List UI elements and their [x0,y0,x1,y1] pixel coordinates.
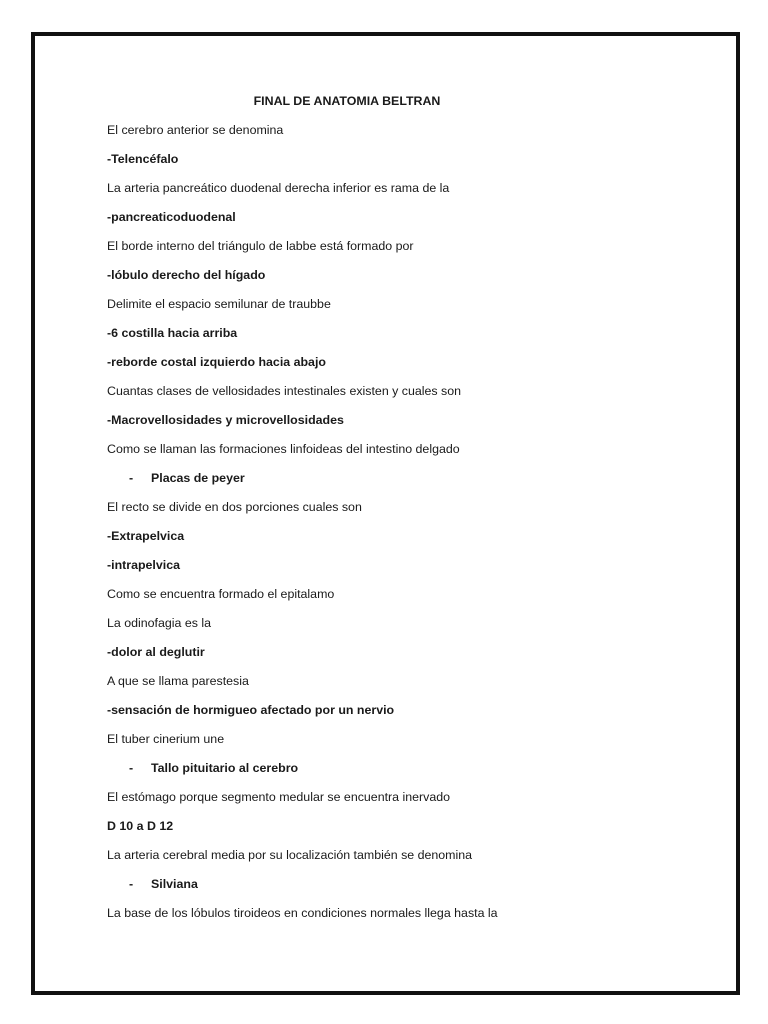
question-line: La arteria cerebral media por su localización también se denomina [107,848,473,862]
answer-line: -Macrovellosidades y microvellosidades [107,413,344,427]
question-line: Delimite el espacio semilunar de traubbe [107,297,331,311]
document-body [107,92,707,933]
answer-line: -sensación de hormigueo afectado por un nervio [107,703,395,717]
question-line: El recto se divide en dos porciones cuales son [107,500,362,514]
question-line: La odinofagia es la [107,616,212,630]
bulleted-answer-line [107,759,707,788]
question-line: A que se llama parestesia [107,674,249,688]
bullet-dash: - [129,761,134,775]
bullet-dash: - [129,877,134,891]
question-line: La arteria pancreático duodenal derecha inferior es rama de la [107,181,450,195]
question-line: El cerebro anterior se denomina [107,123,284,137]
question-line: Como se llaman las formaciones linfoideas del intestino delgado [107,442,460,456]
answer-text: Placas de peyer [151,471,245,485]
question-line: Como se encuentra formado el epitalamo [107,587,335,601]
answer-line: -dolor al deglutir [107,645,205,659]
question-line: El tuber cinerium une [107,732,225,746]
question-line: La base de los lóbulos tiroideos en condiciones normales llega hasta la [107,906,498,920]
bulleted-answer-line [107,469,707,498]
answer-line: -Extrapelvica [107,529,185,543]
bulleted-answer-line [107,875,707,904]
answer-line: -6 costilla hacia arriba [107,326,238,340]
answer-line: -intrapelvica [107,558,180,572]
answer-line: -lóbulo derecho del hígado [107,268,266,282]
answer-line: -reborde costal izquierdo hacia abajo [107,355,326,369]
question-line: El estómago porque segmento medular se encuentra inervado [107,790,451,804]
answer-text: Silviana [151,877,198,891]
document-title: FINAL DE ANATOMIA BELTRAN [253,94,441,108]
question-line: Cuantas clases de vellosidades intestinales existen y cuales son [107,384,462,398]
bullet-dash: - [129,471,134,485]
answer-line: D 10 a D 12 [107,819,174,833]
answer-text: Tallo pituitario al cerebro [151,761,299,775]
question-line: El borde interno del triángulo de labbe está formado por [107,239,414,253]
answer-line: -Telencéfalo [107,152,179,166]
answer-line: -pancreaticoduodenal [107,210,236,224]
